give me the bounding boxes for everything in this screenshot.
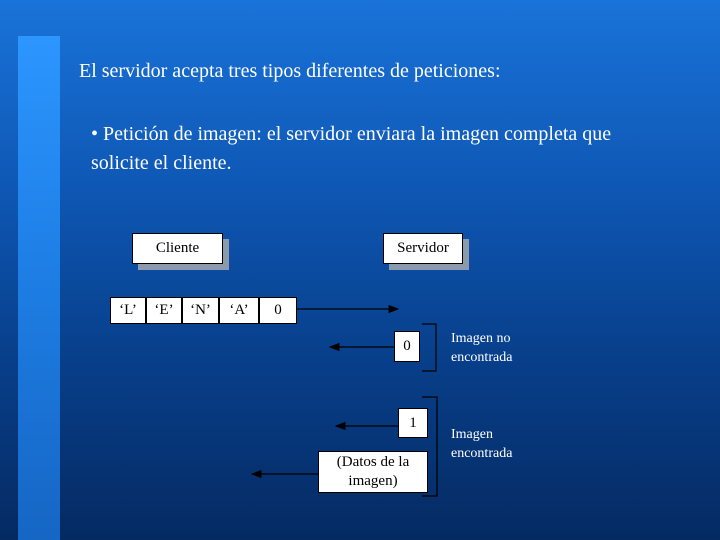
found-bracket — [422, 397, 437, 496]
request-field-zero: 0 — [259, 297, 297, 324]
not-found-label: Imagen no encontrada — [451, 331, 513, 365]
found-code-box: 1 — [398, 408, 428, 438]
servidor-box: Servidor — [383, 233, 463, 264]
bullet-text: Petición de imagen: el servidor enviara la imagen completa que solicite el cliente. — [91, 123, 612, 174]
request-field-e: ‘E’ — [146, 297, 182, 324]
slide-heading: El servidor acepta tres tipos diferentes de peticiones: — [79, 60, 501, 82]
bullet-symbol: • — [91, 123, 99, 145]
not-found-bracket — [422, 324, 436, 371]
found-label: Imagen encontrada — [451, 427, 513, 461]
request-field-a: ‘A’ — [219, 297, 259, 324]
cliente-box: Cliente — [132, 233, 223, 264]
not-found-code-box: 0 — [394, 331, 420, 362]
request-field-l: ‘L’ — [110, 297, 146, 324]
request-field-n: ‘N’ — [182, 297, 219, 324]
image-data-box: (Datos de la imagen) — [318, 451, 428, 493]
